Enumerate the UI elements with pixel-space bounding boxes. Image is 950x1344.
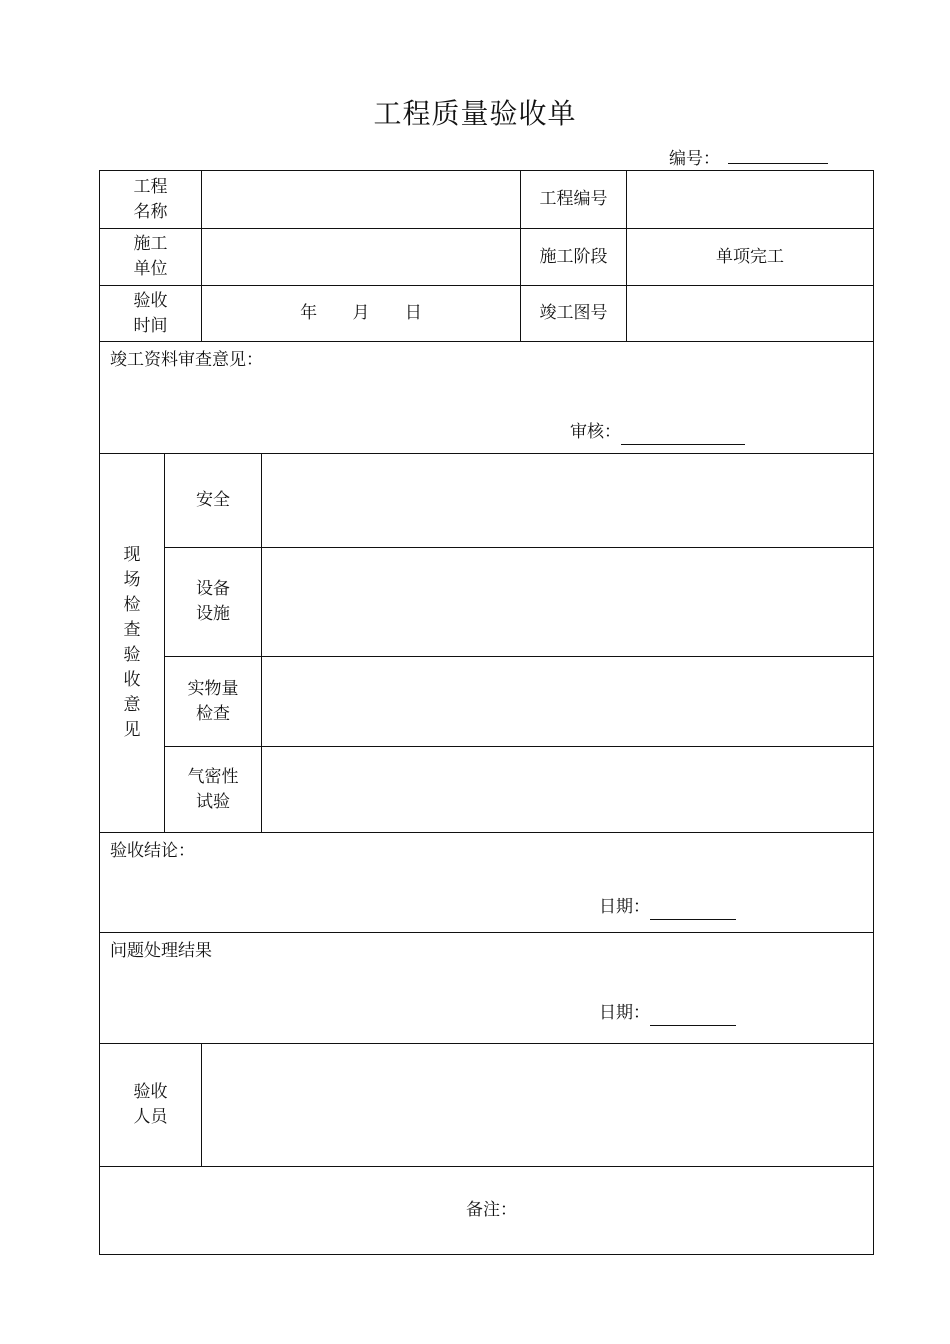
acceptance-time-row — [100, 286, 874, 342]
builder-label: 施工 单位 — [100, 229, 202, 286]
date-day-label: 日 — [404, 303, 422, 323]
builder-field[interactable] — [202, 229, 521, 286]
personnel-label: 验收 人员 — [100, 1044, 202, 1167]
onsite-item-label: 气密性 试验 — [165, 747, 262, 833]
onsite-item-label: 设备 设施 — [165, 548, 262, 657]
issues-label: 问题处理结果 — [110, 941, 212, 961]
project-number-field[interactable] — [627, 171, 874, 229]
conclusion-field[interactable] — [100, 833, 874, 933]
serial-number-field[interactable] — [728, 163, 828, 164]
onsite-row-quantity — [100, 657, 874, 747]
construction-stage-value[interactable]: 单项完工 — [627, 229, 874, 286]
onsite-item-label: 安全 — [165, 454, 262, 548]
document-review-label: 竣工资料审查意见： — [110, 350, 263, 370]
drawing-number-field[interactable] — [627, 286, 874, 342]
onsite-item-field[interactable] — [262, 747, 874, 833]
conclusion-date-label: 日期： — [599, 897, 650, 917]
onsite-item-field[interactable] — [262, 548, 874, 657]
onsite-row-equipment — [100, 548, 874, 657]
issues-field[interactable] — [100, 933, 874, 1044]
project-number-label: 工程编号 — [521, 171, 627, 229]
remarks-row — [100, 1167, 874, 1255]
date-year-label: 年 — [300, 303, 318, 323]
remarks-label: 备注： — [466, 1200, 517, 1220]
acceptance-date-field[interactable] — [202, 286, 521, 342]
page-title: 工程质量验收单 — [373, 97, 577, 130]
conclusion-date[interactable] — [599, 895, 736, 920]
onsite-row-airtightness — [100, 747, 874, 833]
issues-date-line[interactable] — [650, 1007, 736, 1026]
reviewer-line[interactable] — [621, 426, 745, 445]
onsite-inspection-group-label: 现 场 检 查 验 收 意 见 — [100, 454, 165, 833]
onsite-row-safety — [100, 454, 874, 548]
issues-date[interactable] — [599, 1001, 736, 1026]
personnel-field[interactable] — [202, 1044, 874, 1167]
reviewer-label: 审核： — [570, 422, 621, 442]
construction-stage-label: 施工阶段 — [521, 229, 627, 286]
project-name-row — [100, 171, 874, 229]
remarks-field[interactable] — [100, 1167, 874, 1255]
onsite-item-field[interactable] — [262, 657, 874, 747]
onsite-item-field[interactable] — [262, 454, 874, 548]
conclusion-date-line[interactable] — [650, 901, 736, 920]
date-month-label: 月 — [352, 303, 370, 323]
serial-number-label: 编号： — [669, 149, 720, 169]
document-review-field[interactable] — [100, 342, 874, 454]
builder-row — [100, 229, 874, 286]
project-name-field[interactable] — [202, 171, 521, 229]
reviewer-signature[interactable] — [570, 420, 745, 445]
conclusion-label: 验收结论： — [110, 841, 195, 861]
onsite-item-label: 实物量 检查 — [165, 657, 262, 747]
document-review-row — [100, 342, 874, 454]
acceptance-time-label: 验收 时间 — [100, 286, 202, 342]
acceptance-form-table — [99, 170, 874, 1255]
project-name-label: 工程 名称 — [100, 171, 202, 229]
conclusion-row — [100, 833, 874, 933]
issues-date-label: 日期： — [599, 1003, 650, 1023]
issues-row — [100, 933, 874, 1044]
personnel-row — [100, 1044, 874, 1167]
drawing-number-label: 竣工图号 — [521, 286, 627, 342]
